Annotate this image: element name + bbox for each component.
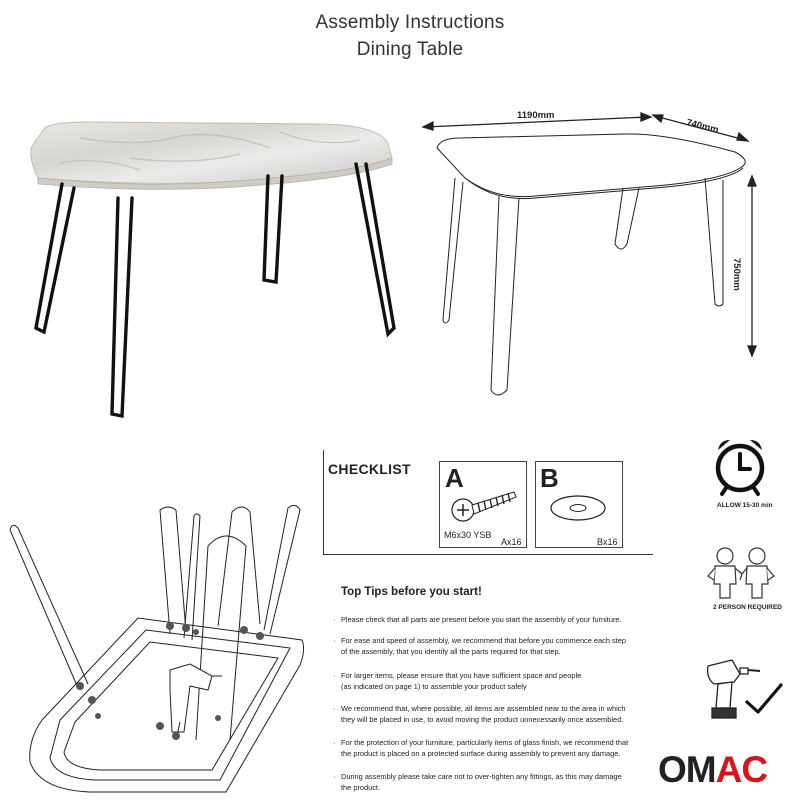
tips-title: Top Tips before you start! — [341, 586, 482, 598]
alarm-clock-icon — [712, 436, 768, 498]
tip-item: · Please check that all parts are present before you start the assembly of your furniture. — [333, 615, 622, 624]
part-a-letter: A — [445, 463, 464, 493]
tip-line: of the assembly, that you identify all the parts required for that step. — [341, 647, 561, 656]
part-a-quantity: Ax16 — [501, 537, 522, 547]
time-badge-text: ALLOW 15-30 min — [717, 502, 773, 509]
washer-icon — [548, 492, 608, 524]
checkmark-icon — [744, 682, 784, 716]
height-dimension-label: 750mm — [731, 258, 742, 291]
tip-line: For ease and speed of assembly, we recommend that before you commence each step — [341, 636, 626, 645]
checklist-divider-horizontal — [323, 554, 653, 555]
screw-icon — [450, 482, 520, 527]
brand-logo-dark: OM — [658, 749, 716, 790]
part-a-name: M6x30 YSB — [444, 530, 492, 540]
width-dimension-label: 1190mm — [517, 110, 555, 121]
page-title: Assembly Instructions — [315, 12, 505, 33]
table-photo — [20, 118, 405, 423]
tip-item: · We recommend that, where possible, all items are assembled near to the area in which they will be placed in use, to avoid moving the product unnecessarily once assembled. — [333, 703, 653, 725]
tip-line: they will be placed in use, to avoid moving the product unnecessarily once assembled. — [341, 715, 624, 724]
brand-logo-accent: AC — [715, 749, 768, 790]
tip-line: For larger items, please ensure that you have sufficient space and people — [341, 671, 582, 680]
depth-dimension-label: 740mm — [685, 117, 720, 136]
part-b-letter: B — [540, 463, 559, 493]
checklist-title: CHECKLIST — [328, 461, 411, 477]
tip-item: · For ease and speed of assembly, we recommend that before you commence each step of the assembly, that you identify all the parts required for that step. — [333, 635, 653, 657]
part-b-quantity: Bx16 — [597, 537, 618, 547]
tip-item: · During assembly please take care not to over-tighten any fittings, as this may damage the product. — [333, 771, 653, 793]
tip-line: the product is placed on a protected surface during assembly to prevent any damage. — [341, 749, 621, 758]
page-subtitle: Dining Table — [356, 39, 464, 60]
tip-item: · For larger items, please ensure that you have sufficient space and people (as indicated on page 1) to assemble your product safely — [333, 670, 653, 692]
tip-line: For the protection of your furniture, particularly items of glass finish, we recommend that — [341, 738, 629, 747]
table-dimension-drawing — [415, 108, 785, 408]
tip-line: Please check that all parts are present before you start the assembly of your furniture. — [341, 615, 622, 624]
tip-item: · For the protection of your furniture, particularly items of glass finish, we recommend that the product is placed on a protected surface during assembly to prevent any damage. — [333, 737, 653, 759]
tip-line: the product. — [341, 783, 381, 792]
checklist-divider-vertical — [323, 450, 324, 555]
tip-line: (as indicated on page 1) to assemble your product safely — [341, 682, 527, 691]
tip-line: We recommend that, where possible, all items are assembled near to the area in which — [341, 704, 626, 713]
tip-line: During assembly please take care not to over-tighten any fittings, as this may damage — [341, 772, 622, 781]
people-badge-text: 2 PERSON REQUIRED — [713, 604, 782, 611]
brand-logo — [658, 749, 767, 791]
two-persons-icon — [706, 544, 776, 600]
assembly-step-drawing — [0, 500, 310, 800]
